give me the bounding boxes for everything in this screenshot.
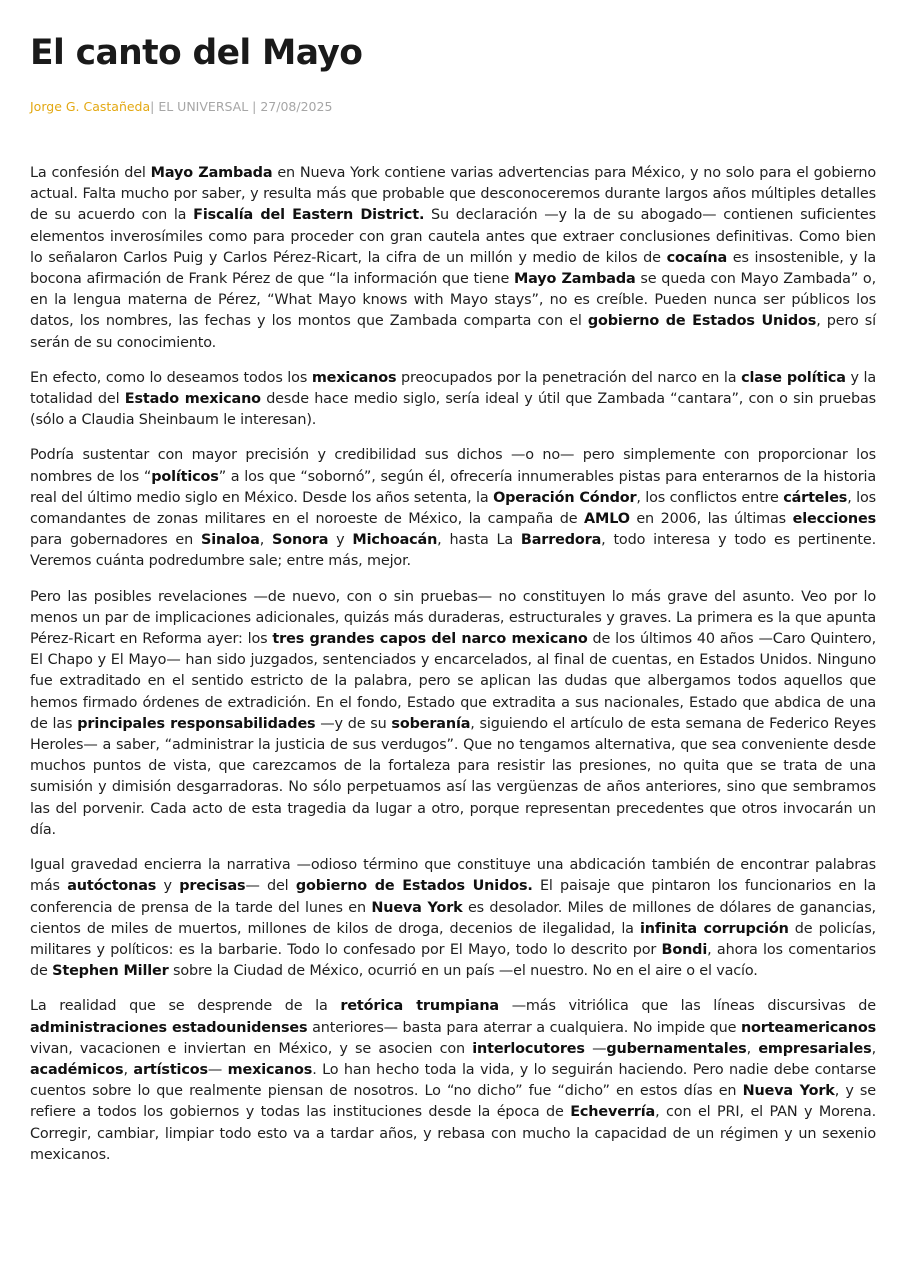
paragraph-text: , todo interesa y todo es pertinente. Veremos cuánta podredumbre sale; entre más, mejor. — [30, 532, 876, 570]
bold-text: interlocutores — [472, 1040, 585, 1057]
paragraph-text: y la totalidad del — [30, 369, 876, 408]
paragraph-text: — — [207, 1061, 228, 1078]
paragraph-text: anteriores— basta para aterrar a cualquiera. No impide que — [307, 1019, 741, 1036]
article-body — [30, 163, 876, 1166]
paragraph-text: desde hace medio siglo, sería ideal y útil que Zambada “cantara”, con o sin pruebas (sólo a Claudia Sheinbaum le interesan). — [30, 391, 876, 429]
bold-text: artísticos — [133, 1061, 208, 1078]
paragraph-text: Podría sustentar con mayor precisión y credibilidad sus dichos —o no— pero simplemente con proporcionar los nombres de los “ — [30, 447, 876, 485]
bold-text: gobierno de Estados Unidos — [587, 313, 817, 330]
bold-text: Echeverría — [570, 1104, 656, 1121]
bold-text: Mayo Zambada — [150, 165, 273, 181]
bold-text: gobierno de Estados Unidos. — [295, 878, 533, 895]
paragraph-text: , — [871, 1040, 876, 1057]
bold-text: autóctonas — [67, 878, 157, 895]
paragraph-text: y — [156, 878, 180, 895]
bold-text: soberanía — [391, 715, 471, 732]
bold-text: políticos — [151, 468, 219, 485]
paragraph-text: preocupados por la penetración del narco en la — [396, 369, 742, 386]
paragraph-text: La realidad que se desprende de la — [30, 998, 341, 1015]
article-title: El canto del Mayo — [30, 33, 363, 73]
paragraph-text: En efecto, como lo deseamos todos los — [30, 369, 312, 386]
paragraph-text: de los últimos 40 años —Caro Quintero, El Chapo y El Mayo— han sido juzgados, sentenciados y encarcelados, al final de cuentas, en Estados Unidos. Ninguno fue extraditado en el sentido estricto de la palabra, pero se aplican las dudas que albergamos todos aquellos que hemos firmado órdenes de extradición. En el fondo, Estado que extradita a sus nacionales, Estado que abdica de una de las — [30, 631, 877, 732]
bold-text: Nueva York — [742, 1083, 835, 1100]
paragraph-text: es desolador. Miles de millones de dólares de ganancias, cientos de miles de muertos, millones de kilos de droga, decenios de ilegalidad, la — [30, 899, 876, 937]
paragraph-text: para gobernadores en — [30, 532, 201, 549]
byline — [30, 99, 876, 115]
bold-text: Bondi — [661, 941, 708, 958]
paragraph-text: El paisaje que pintaron los funcionarios en la conferencia de prensa de la tarde del lunes en — [30, 878, 876, 916]
bold-text: Sinaloa — [200, 532, 260, 549]
paragraph-text: Su declaración —y la de su abogado— contienen suficientes elementos inverosímiles como para proceder con gran cautela antes que extraer conclusiones definitivas. Como bien lo señalaron Carlos Puig y Carlos Pérez-Ricart, la cifra de un millón y medio de kilos de — [30, 207, 876, 266]
paragraph-text: , hasta La — [437, 532, 521, 549]
paragraph-text: en 2006, las últimas — [629, 511, 793, 528]
bold-text: infinita corrupción — [639, 920, 789, 937]
bold-text: Nueva York — [371, 899, 463, 916]
bold-text: Fiscalía del Eastern District. — [193, 207, 425, 224]
bold-text: elecciones — [792, 511, 876, 528]
bold-text: Michoacán — [352, 532, 438, 549]
bold-text: cocaína — [666, 249, 728, 266]
paragraph-text: , con el PRI, el PAN y Morena. Corregir, cambiar, limpiar todo esto va a tardar años, y rebasa con mucho la capacidad de un régimen y un sexenio mexicanos. — [30, 1104, 876, 1163]
bold-text: Barredora — [520, 532, 602, 549]
paragraph-text: Igual gravedad encierra la narrativa —odioso término que constituye una abdicación también de encontrar palabras más — [30, 857, 876, 895]
paragraph-text: — — [584, 1040, 607, 1057]
article-paragraph — [30, 855, 876, 982]
bold-text: clase política — [741, 369, 846, 386]
paragraph-text: —más vitriólica que las líneas discursivas de — [498, 998, 876, 1015]
bold-text: norteamericanos — [740, 1019, 876, 1036]
article-paragraph — [30, 587, 876, 841]
paragraph-text: se queda con Mayo Zambada” o, en la lengua materna de Pérez, “What Mayo knows with Mayo stays”, no es creíble. Pueden nunca ser públicos los datos, los nombres, las fechas y los montos que Zambada comparta con el — [30, 271, 876, 330]
paragraph-text: , los conflictos entre — [636, 489, 784, 506]
byline-separator: | — [248, 99, 261, 114]
paragraph-text: , — [123, 1061, 134, 1078]
author-link[interactable]: Jorge G. Castañeda — [30, 99, 151, 114]
paragraph-text: de policías, militares y políticos: es la barbarie. Todo lo confesado por El Mayo, todo lo descrito por — [30, 920, 876, 958]
paragraph-text: sobre la Ciudad de México, ocurrió en un país —el nuestro. No en el aire o el vacío. — [168, 963, 758, 980]
article-paragraph — [30, 163, 876, 354]
bold-text: gubernamentales — [606, 1040, 747, 1057]
paragraph-text: ” a los que “sobornó”, según él, ofrecería innumerables pistas para enterarnos de la historia real del último medio siglo en México. Desde los años setenta, la — [30, 468, 876, 506]
bold-text: mexicanos — [227, 1061, 313, 1078]
paragraph-text: , ahora los comentarios de — [30, 941, 877, 980]
paragraph-text: y — [328, 532, 353, 549]
bold-text: cárteles — [783, 489, 848, 506]
bold-text: mexicanos — [311, 369, 397, 386]
paragraph-text: , siguiendo el artículo de esta semana de Federico Reyes Heroles— a saber, “administrar la justicia de sus verdugos”. Que no tengamos alternativa, que sea conveniente desde muchos puntos de vista, que carezcamos de la fortaleza para resistir las presiones, no quita que se trata de una sumisión y dimisión desgarradoras. No sólo perpetuamos así las vergüenzas de años anteriores, sino que sembramos las del porvenir. Cada acto de esta tragedia da lugar a otro, porque representan precedentes que otros invocarán un día. — [30, 715, 876, 838]
paragraph-text: La confesión del — [30, 165, 151, 181]
bold-text: tres grandes capos del narco mexicano — [272, 631, 588, 648]
byline-separator: | — [150, 99, 159, 114]
paragraph-text: , — [746, 1040, 759, 1057]
paragraph-text: es insostenible, y la bocona afirmación de Frank Pérez de que “la información que tiene — [30, 249, 876, 288]
paragraph-text: , los comandantes de zonas militares en el noroeste de México, la campaña de — [30, 489, 876, 528]
paragraph-text: vivan, vacacionen e inviertan en México, y se asocien con — [30, 1040, 473, 1057]
paragraph-text: , y se refiere a todos los gobiernos y todas las instituciones desde la época de — [30, 1083, 876, 1121]
paragraph-text: en Nueva York contiene varias advertencias para México, y no solo para el gobierno actual. Falta mucho por saber, y resulta más que probable que desconoceremos durante largos años múltiples detalles de su acuerdo con la — [30, 165, 876, 224]
bold-text: Estado mexicano — [124, 391, 261, 408]
article-paragraph — [30, 368, 876, 432]
bold-text: precisas — [179, 878, 246, 895]
paragraph-text: —y de su — [315, 715, 392, 732]
article-paragraph — [30, 445, 876, 572]
paragraph-text: — del — [245, 878, 296, 895]
bold-text: Sonora — [272, 532, 329, 549]
paragraph-text: . Lo han hecho toda la vida, y lo seguirán haciendo. Pero nadie debe contarse cuentos sobre lo que realmente piensan de nosotros. Lo “no dicho” fue “dicho” en estos días en — [30, 1061, 876, 1100]
bold-text: académicos — [30, 1061, 124, 1078]
paragraph-text: , pero sí serán de su conocimiento. — [30, 313, 877, 351]
bold-text: Mayo Zambada — [513, 271, 636, 288]
bold-text: principales responsabilidades — [77, 715, 316, 732]
bold-text: retórica trumpiana — [340, 998, 499, 1015]
bold-text: empresariales — [758, 1040, 872, 1057]
paragraph-text: , — [259, 532, 273, 549]
bold-text: administraciones estadounidenses — [30, 1019, 308, 1036]
article-paragraph — [30, 996, 876, 1166]
outlet-name: EL UNIVERSAL — [158, 99, 249, 114]
bold-text: AMLO — [584, 511, 630, 528]
bold-text: Operación Cóndor — [493, 489, 637, 506]
publish-date: 27/08/2025 — [260, 99, 333, 114]
paragraph-text: Pero las posibles revelaciones —de nuevo, con o sin pruebas— no constituyen lo más grave del asunto. Veo por lo menos un par de implicaciones adicionales, quizás más duraderas, estructurales y graves. La primera es la que apunta Pérez-Ricart en Reforma ayer: los — [30, 588, 876, 648]
bold-text: Stephen Miller — [52, 963, 169, 980]
